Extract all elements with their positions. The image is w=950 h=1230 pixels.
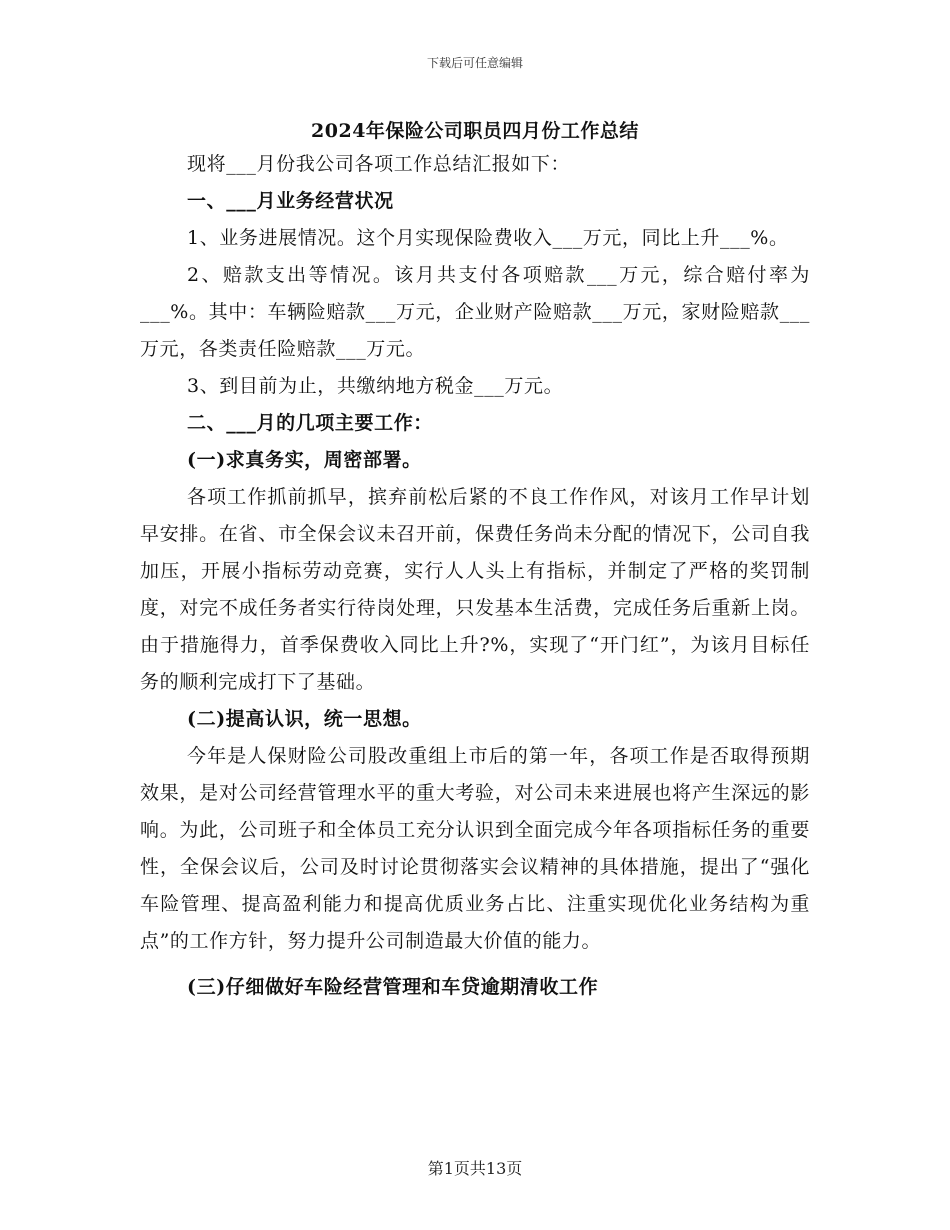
page-title: 2024年保险公司职员四月份工作总结 (311, 120, 639, 142)
subheading-1: (一)求真务实，周密部署。 (187, 449, 422, 471)
section-heading-1: 一、___月业务经营状况 (187, 190, 394, 212)
awareness-paragraph: 今年是人保财险公司股改重组上市后的第一年，各项工作是否取得预期效果，是对公司经营管理水平的重大考验，对公司未来进展也将产生深远的影响。为此，公司班子和全体员工充分认识到全面完成今年各项指标任务的重要性，全保会议后，公司及时讨论贯彻落实会议精神的具体措施，提出了“强化车险管理、提高盈利能力和提高优质业务占比、注重实现优化业务结构为重点”的工作方针，努力提升公司制造最大价值的能力。 (140, 745, 810, 952)
tax-paragraph: 3、到目前为止，共缴纳地方税金___万元。 (187, 375, 564, 397)
document-body (140, 146, 810, 1006)
deployment-paragraph: 各项工作抓前抓早，摈弃前松后紧的不良工作作风，对该月工作早计划早安排。在省、市全保会议未召开前，保费任务尚未分配的情况下，公司自我加压，开展小指标劳动竞赛，实行人人头上有指标，并制定了严格的奖罚制度，对完不成任务者实行待岗处理，只发基本生活费，完成任务后重新上岗。由于措施得力，首季保费收入同比上升?%，实现了“开门红”，为该月目标任务的顺利完成打下了基础。 (140, 486, 810, 693)
intro-paragraph: 现将___月份我公司各项工作总结汇报如下： (187, 153, 571, 175)
section-heading-2: 二、___月的几项主要工作： (187, 412, 433, 434)
page-footer: 第1页共13页 (427, 1159, 523, 1178)
business-progress-paragraph: 1、业务进展情况。这个月实现保险费收入___万元，同比上升___%。 (187, 227, 789, 249)
subheading-2: (二)提高认识，统一思想。 (187, 708, 422, 730)
claims-paragraph: 2、赔款支出等情况。该月共支付各项赔款___万元，综合赔付率为___%。其中：车辆险赔款___万元，企业财产险赔款___万元，家财险赔款___万元，各类责任险赔款___万元。 (140, 264, 810, 360)
header-note: 下载后可任意编辑 (426, 56, 523, 70)
subheading-3: (三)仔细做好车险经营管理和车贷逾期清收工作 (187, 976, 599, 998)
